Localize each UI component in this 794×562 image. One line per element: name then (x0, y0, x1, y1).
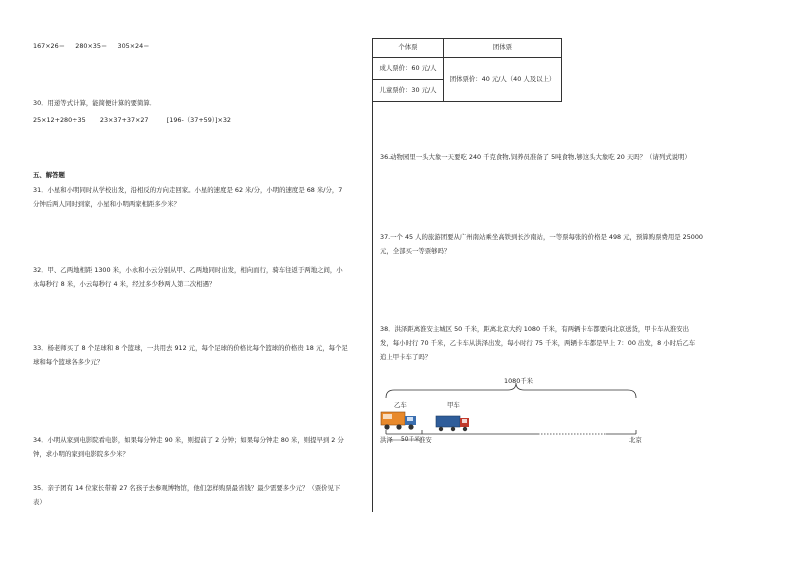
q36: 36.动物园里一头大象一天要吃 240 千克食物,饲养员准备了 5吨食物,够这头大象吃 20 天吗？（请列式说明） (380, 153, 691, 161)
place-huaian: 淮安 (419, 436, 432, 444)
distance-brace (386, 383, 636, 398)
section-title: 五、解答题 (33, 171, 65, 179)
calc-item: 305×24＝ (117, 42, 150, 50)
q31-line1: 31．小星和小明同时从学校出发，沿相反的方向走回家。小星的速度是 62 米/分，小明的速度是 68 米/分，7 (33, 186, 343, 194)
q33-line1: 33．杨老师买了 8 个足球和 8 个篮球，一共用去 912 元，每个足球的价格比每个篮球的价格贵 18 元，每个足 (33, 344, 348, 352)
q30-item: [196-（37+59）]×32 (166, 116, 231, 124)
q31-line2: 分钟后两人同时到家，小星和小明两家相距多少米？ (33, 200, 180, 208)
truck-a-icon (436, 416, 469, 431)
q37-line1: 37.一个 45 人的旅游团要从广州南站乘坐高铁到长沙南站，一等票每张的价格是 498 元，预算购票费用是 25000 (380, 233, 703, 241)
q30-item: 25×12+280÷35 (33, 116, 86, 124)
q33-line2: 球和每个篮球各多少元？ (33, 358, 104, 366)
q38-line1: 38．洪泽距离淮安主城区 50 千米，距离北京大约 1080 千米，有两辆卡车都要向北京送货，甲卡车从淮安出 (380, 325, 690, 333)
diagram-total-label: 1080千米 (504, 377, 534, 385)
fare-adult: 成人票价：60 元/人 (373, 58, 444, 80)
q30-title: 30．用递等式计算，能简便计算的要简算． (33, 99, 157, 107)
q35-line1: 35．亲子团有 14 位家长带着 27 名孩子去参观博物馆，他们怎样购票最省钱？最少需要多少元？（票价见下 (33, 484, 341, 492)
q34-line2: 钟，求小明的家到电影院多少米？ (33, 450, 129, 458)
place-hongze: 洪泽 (380, 436, 393, 444)
q32-line2: 永每秒行 8 米，小云每秒行 4 米，经过多少秒两人第二次相遇？ (33, 280, 216, 288)
distance-50km: 50千米 (401, 437, 420, 443)
q35-line2: 表） (33, 498, 46, 506)
truck-b-icon (381, 412, 416, 430)
truck-b-label: 乙车 (394, 401, 407, 409)
q32-line1: 32．甲、乙两地相距 1300 米，小永和小云分别从甲、乙两地同时出发，相向而行，骑车往返于两地之间，小 (33, 266, 343, 274)
fare-head-individual: 个体票 (373, 39, 444, 58)
truck-a-label: 甲车 (447, 401, 460, 409)
q30-item: 23×37+37×27 (99, 116, 149, 124)
fare-group: 团体票价：40 元/人（40 人及以上） (444, 58, 562, 102)
q34-line1: 34．小明从家到电影院看电影，如果每分钟走 90 米，则提前了 2 分钟；如果每分钟走 80 米，则提早到 2 分 (33, 436, 344, 444)
calc-item: 280×35＝ (75, 42, 108, 50)
place-beijing: 北京 (629, 436, 642, 444)
fare-child: 儿童票价：30 元/人 (373, 80, 444, 102)
calc-item: 167×26＝ (33, 42, 66, 50)
q38-line2: 发，每小时行 70 千米，乙卡车从洪泽出发，每小时行 75 千米，两辆卡车都是早上 7：00 出发，8 小时后乙车 (380, 339, 696, 347)
q37-line2: 元，全部买一等票够吗？ (380, 247, 451, 255)
fare-head-group: 团体票 (444, 39, 562, 58)
q38-line3: 追上甲卡车了吗？ (380, 353, 432, 361)
